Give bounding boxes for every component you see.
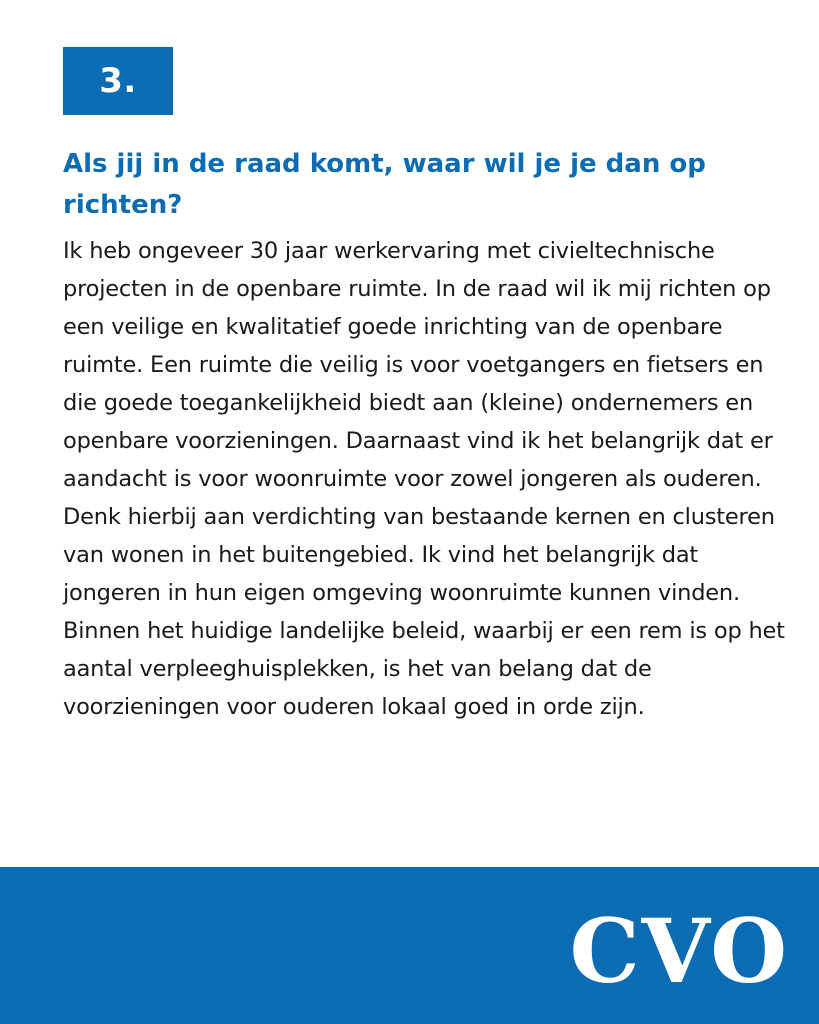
footer-bar xyxy=(0,867,819,1024)
question-number-badge xyxy=(63,47,173,115)
answer-text: Ik heb ongeveer 30 jaar werkervaring met civieltechnische projecten in de openbare ruimte. In de raad wil ik mij richten op een veilige en kwalitatief goede inrichting van de openbare ruimte. Een ruimte die veilig is voor voetgangers en fietsers en die goede toegankelijkheid biedt aan (kleine) ondernemers en openbare voorzieningen. Daarnaast vind ik het belangrijk dat er aandacht is voor woonruimte voor zowel jongeren als ouderen. Denk hierbij aan verdichting van bestaande kernen en clusteren van wonen in het buitengebied. Ik vind het belangrijk dat jongeren in hun eigen omgeving woonruimte kunnen vinden. Binnen het huidige landelijke beleid, waarbij er een rem is op het aantal verpleeghuisplekken, is het van belang dat de voorzieningen voor ouderen lokaal goed in orde zijn. xyxy=(63,238,785,720)
question-heading: Als jij in de raad komt, waar wil je je dan op richten? xyxy=(63,149,706,220)
question-number: 3. xyxy=(99,61,137,101)
cvo-logo: CVO xyxy=(569,899,789,1003)
